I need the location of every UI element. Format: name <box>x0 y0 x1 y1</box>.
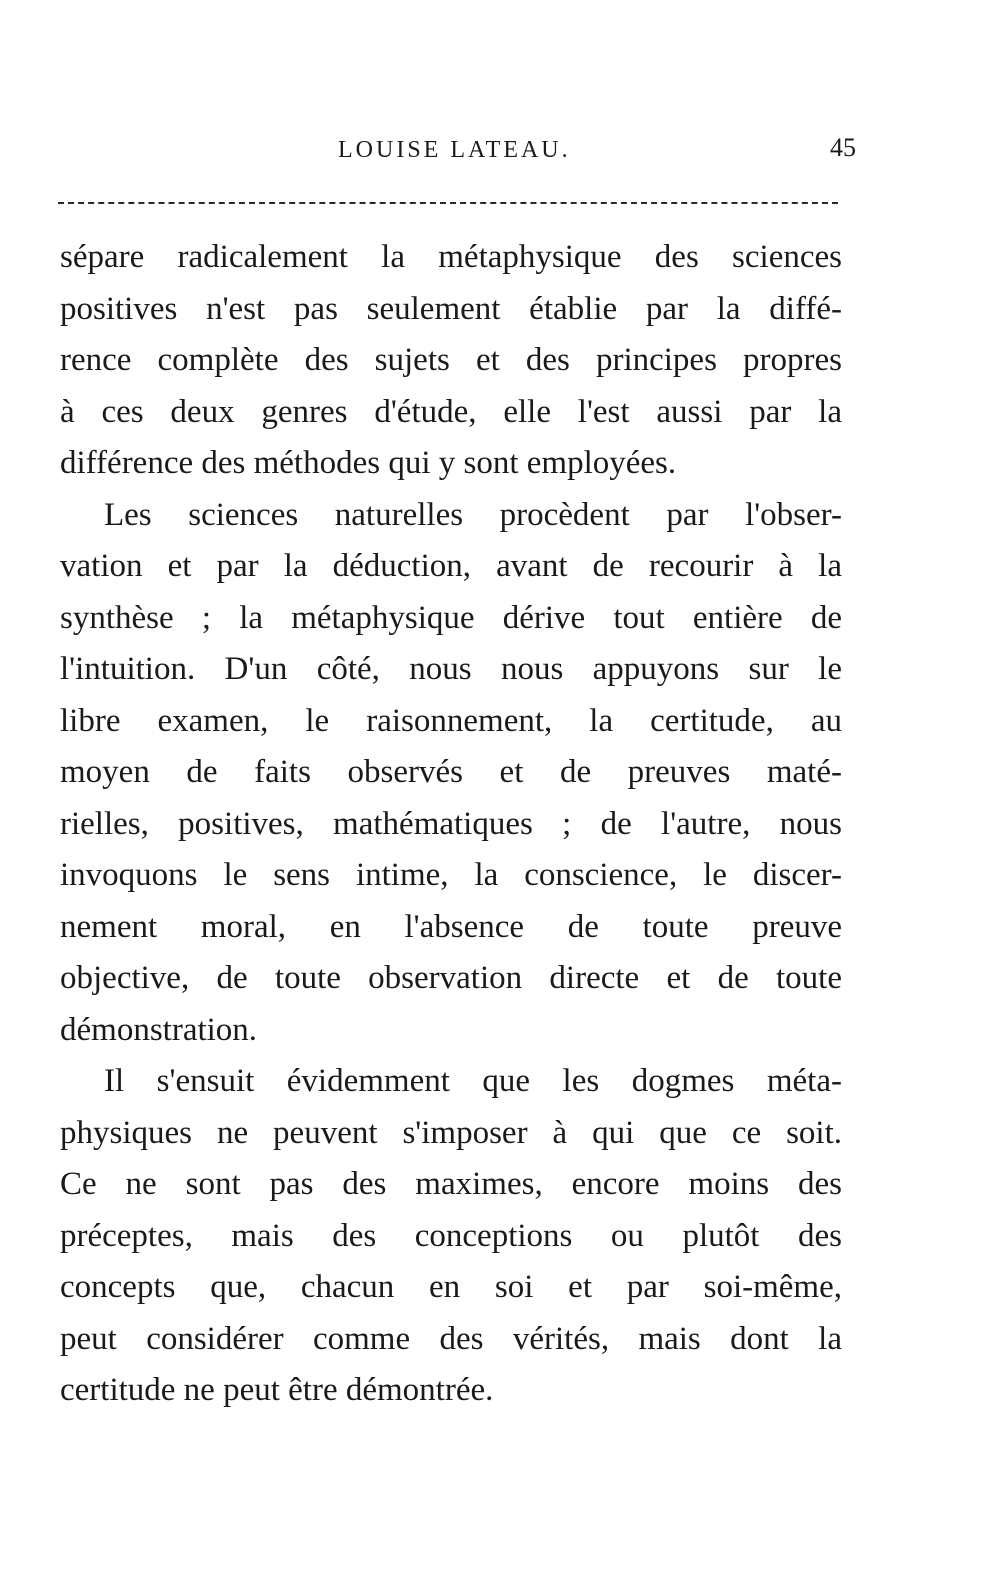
text-line: synthèse ; la métaphysique dérive tout entière de <box>60 599 842 636</box>
text-line: rielles, positives, mathématiques ; de l'autre, nous <box>60 805 842 842</box>
page-number: 45 <box>830 133 856 162</box>
text-line: invoquons le sens intime, la conscience, le discer- <box>60 857 842 893</box>
text-line: moyen de faits observés et de preuves maté- <box>60 754 842 790</box>
text-line: à ces deux genres d'étude, elle l'est aussi par la <box>60 393 842 430</box>
text-line: physiques ne peuvent s'imposer à qui que ce soit. <box>60 1114 842 1151</box>
text-line: l'intuition. D'un côté, nous nous appuyons sur le <box>60 651 842 687</box>
text-line: concepts que, chacun en soi et par soi-même, <box>60 1269 842 1305</box>
text-line: certitude ne peut être démontrée. <box>60 1372 494 1408</box>
text-line: Les sciences naturelles procèdent par l'obser- <box>104 496 842 533</box>
text-line: nement moral, en l'absence de toute preuve <box>60 908 842 945</box>
body-text <box>60 232 842 1417</box>
text-line: Ce ne sont pas des maximes, encore moins des <box>60 1166 842 1202</box>
header-rule <box>58 202 838 204</box>
running-header <box>60 131 860 171</box>
text-line: préceptes, mais des conceptions ou plutôt des <box>60 1217 842 1254</box>
running-title: LOUISE LATEAU. <box>338 137 571 163</box>
text-line: démonstration. <box>60 1011 258 1048</box>
text-line: rence complète des sujets et des principes propres <box>60 342 842 378</box>
text-line: différence des méthodes qui y sont employées. <box>60 445 677 481</box>
text-line: Il s'ensuit évidemment que les dogmes méta- <box>104 1063 842 1099</box>
text-line: positives n'est pas seulement établie par la diffé- <box>60 290 842 327</box>
text-line: objective, de toute observation directe et de toute <box>60 960 842 996</box>
text-line: libre examen, le raisonnement, la certitude, au <box>60 702 842 739</box>
text-line: vation et par la déduction, avant de recourir à la <box>60 548 842 584</box>
text-line: sépare radicalement la métaphysique des sciences <box>60 239 842 275</box>
text-line: peut considérer comme des vérités, mais dont la <box>60 1320 842 1357</box>
